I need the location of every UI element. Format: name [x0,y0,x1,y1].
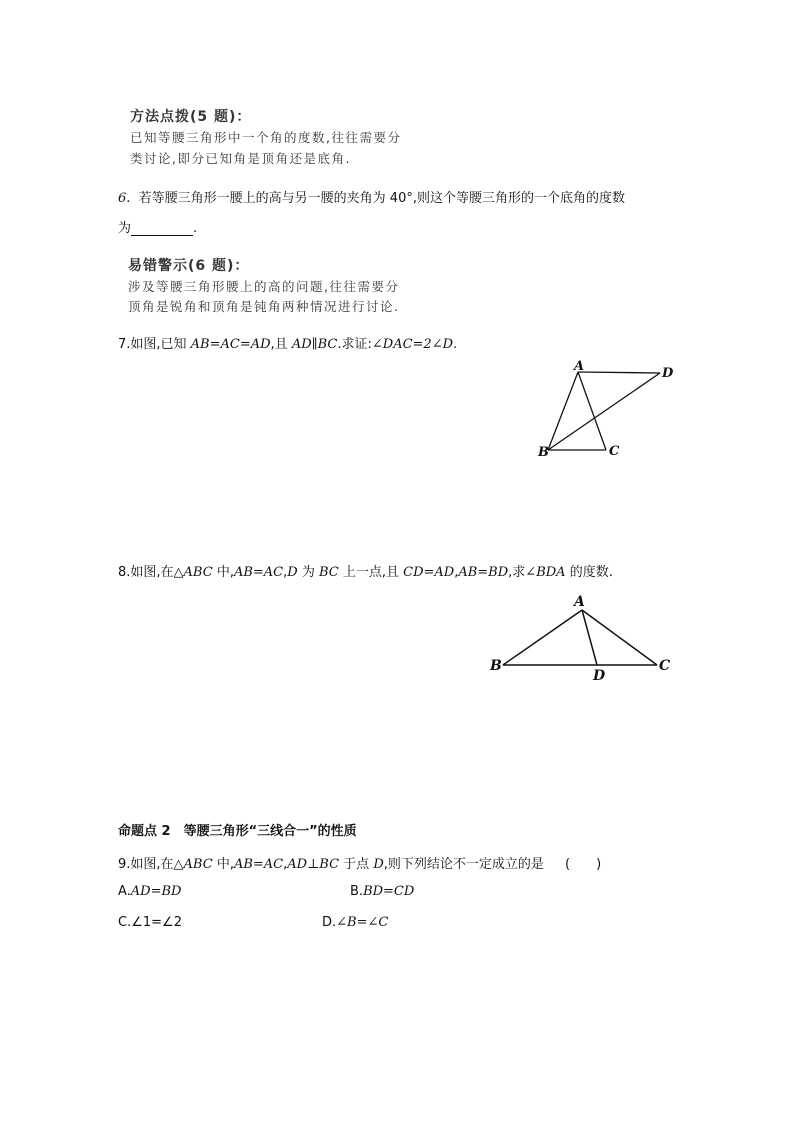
option-c[interactable] [118,915,182,930]
question-6-text: 若等腰三角形一腰上的高与另一腰的夹角为 40°,则这个等腰三角形的一个底角的度数 [138,191,625,206]
question-9-connector-2: 于点 [339,857,374,872]
option-a[interactable] [118,884,181,899]
question-6-line-2 [118,217,197,236]
question-8-prefix: 8.如图,在 [118,565,174,580]
section-heading: 命题点 2 等腰三角形“三线合一”的性质 [118,824,357,839]
point-c-label: C [609,444,620,459]
answer-parentheses[interactable]: ( ) [565,857,602,872]
question-8 [118,561,613,580]
option-c-letter: C. [118,915,132,930]
option-d[interactable] [322,915,388,930]
method-tip-title: 方法点拨(5 题)： [130,109,252,125]
question-9-condition-2: AD⊥BC [287,857,340,872]
question-6-line-1 [118,187,625,206]
segment-ab [548,372,578,450]
question-9-prefix: 9.如图,在 [118,857,174,872]
question-8-triangle: △ABC [173,565,213,580]
question-7-condition-2: AD∥BC [291,337,338,352]
segment-ad [582,610,597,665]
question-6-suffix: . [193,221,198,236]
question-7-figure [530,355,690,465]
question-8-end: 的度数. [565,565,613,580]
question-9-end: ,则下列结论不一定成立的是 [383,857,544,872]
question-9-separator: , [283,857,288,872]
segment-ab [503,610,582,665]
answer-blank[interactable] [131,221,193,236]
question-9-point-d: D [373,857,384,872]
point-c-label: C [659,658,671,674]
question-8-goal: ∠BDA [525,565,566,580]
question-9-condition-1: AB=AC [233,857,284,872]
question-7-condition-1: AB=AC=AD [190,337,271,352]
question-7 [118,333,457,352]
question-7-prefix: 7.如图,已知 [118,337,191,352]
point-b-label: B [490,658,502,674]
point-a-label: A [574,594,585,610]
question-9-triangle: △ABC [173,857,213,872]
question-6-number: 6. [118,191,131,206]
segment-bd [548,373,660,450]
option-b[interactable] [350,884,414,899]
question-8-connector-2: 为 [297,565,319,580]
option-d-text: ∠B=∠C [336,915,389,930]
question-8-connector-4: ,求 [508,565,526,580]
point-b-label: B [538,445,549,460]
point-a-label: A [574,359,585,374]
segment-ac [578,372,606,450]
option-b-text: BD=CD [363,884,415,899]
question-6-prefix: 为 [118,221,132,236]
option-b-letter: B. [350,884,364,899]
question-8-connector-3: 上一点,且 [338,565,404,580]
error-warning-line-2: 顶角是锐角和顶角是钝角两种情况进行讨论. [128,299,400,314]
question-8-segment-bc: BC [318,565,339,580]
segment-ad [578,372,660,373]
question-9-connector-1: 中, [212,857,234,872]
question-7-connector-1: ,且 [270,337,292,352]
method-tip-line-2: 类讨论,即分已知角是顶角还是底角. [130,151,351,166]
error-warning-title: 易错警示(6 题)： [128,258,250,274]
option-a-text: AD=BD [130,884,182,899]
question-8-condition-3: AB=BD [458,565,509,580]
method-tip-line-1: 已知等腰三角形中一个角的度数,往往需要分 [130,130,402,145]
question-8-separator-1: , [283,565,288,580]
question-7-connector-2: .求证: [337,337,372,352]
option-a-letter: A. [118,884,131,899]
question-7-end: . [453,337,458,352]
question-8-connector-1: 中, [212,565,234,580]
question-8-condition-1: AB=AC [233,565,284,580]
question-8-figure [485,590,685,685]
question-8-condition-2: CD=AD [403,565,455,580]
point-d-label: D [593,668,606,684]
point-d-label: D [662,366,674,381]
segment-ac [582,610,657,665]
question-7-goal: ∠DAC=2∠D [371,337,454,352]
question-9 [118,853,544,872]
question-8-point-d: D [287,565,298,580]
option-d-letter: D. [322,915,337,930]
option-c-text: ∠1=∠2 [131,915,182,930]
error-warning-line-1: 涉及等腰三角形腰上的高的问题,往往需要分 [128,279,400,294]
question-8-separator-2: , [454,565,459,580]
